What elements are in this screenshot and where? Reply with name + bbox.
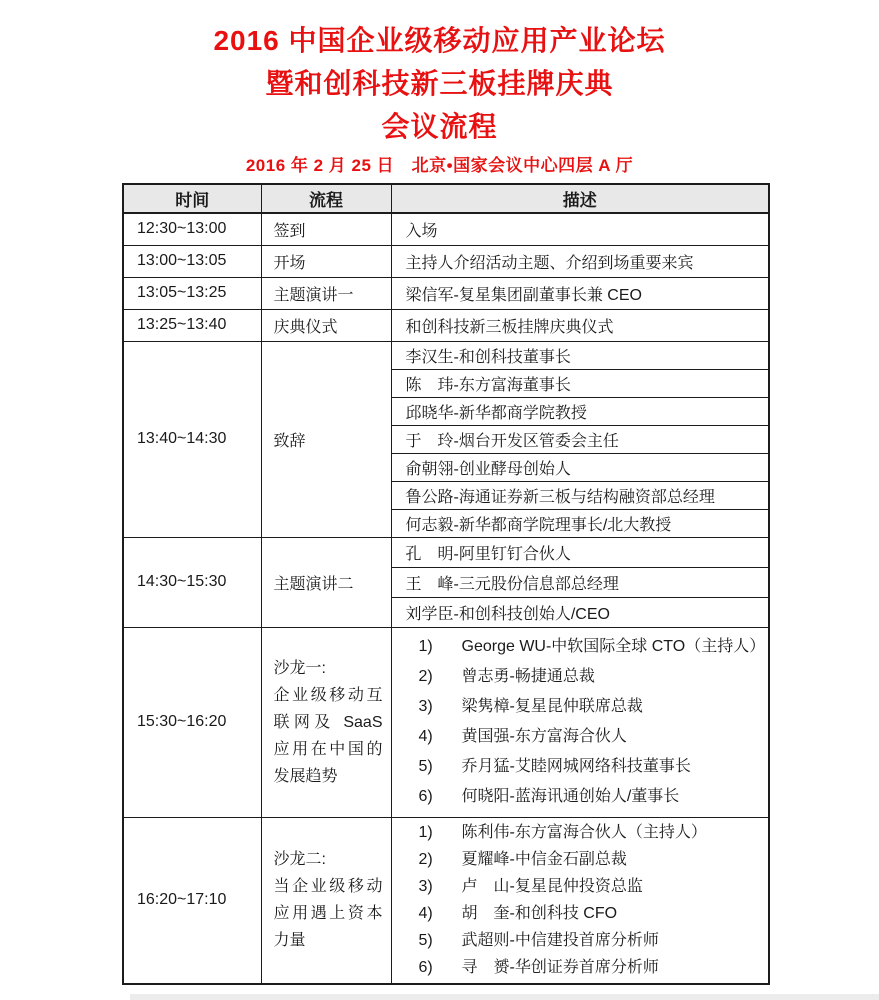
speaker-cell: 于 玲-烟台开发区管委会主任 xyxy=(391,425,769,453)
speaker-cell: 何志毅-新华都商学院理事长/北大教授 xyxy=(391,509,769,537)
process-cell xyxy=(261,817,391,984)
process-cell: 主题演讲二 xyxy=(261,537,391,627)
table-row xyxy=(123,817,769,984)
speaker-text: 曾志勇-畅捷通总裁 xyxy=(461,668,595,685)
speaker-text: 何晓阳-蓝海讯通创始人/董事长 xyxy=(461,788,680,805)
process-cell: 致辞 xyxy=(261,341,391,537)
time-cell: 15:30~16:20 xyxy=(123,627,261,817)
item-number: 5) xyxy=(418,758,433,775)
speaker-item xyxy=(419,873,761,900)
item-number: 3) xyxy=(418,878,433,896)
table-row xyxy=(123,245,769,277)
speaker-item xyxy=(419,752,761,782)
date-venue-line: 2016 年 2 月 25 日 北京•国家会议中心四层 A 厅 xyxy=(245,156,634,175)
page-bottom-edge xyxy=(130,994,879,1000)
process-cell xyxy=(261,627,391,817)
item-number: 2) xyxy=(418,851,433,869)
agenda-table xyxy=(122,183,770,985)
item-number: 4) xyxy=(418,728,433,745)
process-cell: 签到 xyxy=(261,213,391,245)
speaker-cell: 王 峰-三元股份信息部总经理 xyxy=(391,567,769,597)
salon-topic: 当企业级移动应用遇上资本力量 xyxy=(273,878,383,950)
title-line-3: 会议流程 xyxy=(381,111,498,142)
speaker-text: 寻 赟-华创证券首席分析师 xyxy=(461,959,659,977)
salon-topic: 企业级移动互联网及 SaaS 应用在中国的发展趋势 xyxy=(273,686,383,785)
description-cell: 梁信军-复星集团副董事长兼 CEO xyxy=(391,277,769,309)
speaker-item xyxy=(419,900,761,927)
speaker-text: George WU-中软国际全球 CTO（主持人） xyxy=(461,638,766,655)
speaker-list xyxy=(392,632,769,812)
title-block xyxy=(0,0,879,181)
time-cell: 12:30~13:00 xyxy=(123,213,261,245)
col-header-time: 时间 xyxy=(123,184,261,213)
table-row xyxy=(123,309,769,341)
speaker-cell: 李汉生-和创科技董事长 xyxy=(391,341,769,369)
salon-title: 沙龙一: xyxy=(273,659,326,677)
speaker-text: 夏耀峰-中信金石副总裁 xyxy=(461,851,627,869)
table-row xyxy=(123,627,769,817)
speaker-text: 胡 奎-和创科技 CFO xyxy=(461,905,618,923)
speaker-text: 梁隽樟-复星昆仲联席总裁 xyxy=(461,698,643,715)
time-cell: 14:30~15:30 xyxy=(123,537,261,627)
item-number: 1) xyxy=(418,638,433,655)
speaker-cell: 鲁公路-海通证券新三板与结构融资部总经理 xyxy=(391,481,769,509)
speaker-item xyxy=(419,722,761,752)
table-row xyxy=(123,213,769,245)
speaker-list-cell xyxy=(391,817,769,984)
col-header-description: 描述 xyxy=(391,184,769,213)
speaker-cell: 孔 明-阿里钉钉合伙人 xyxy=(391,537,769,567)
table-row xyxy=(123,537,769,567)
speaker-text: 陈利伟-东方富海合伙人（主持人） xyxy=(461,824,707,842)
process-cell: 主题演讲一 xyxy=(261,277,391,309)
item-number: 1) xyxy=(418,824,433,842)
speaker-item xyxy=(418,632,766,662)
col-header-process: 流程 xyxy=(261,184,391,213)
time-cell: 13:05~13:25 xyxy=(123,277,261,309)
speaker-item xyxy=(419,927,761,954)
speaker-item xyxy=(419,819,761,846)
time-cell: 13:40~14:30 xyxy=(123,341,261,537)
speaker-cell: 俞朝翎-创业酵母创始人 xyxy=(391,453,769,481)
item-number: 4) xyxy=(418,905,433,923)
speaker-text: 黄国强-东方富海合伙人 xyxy=(461,728,627,745)
speaker-text: 卢 山-复星昆仲投资总监 xyxy=(461,878,643,896)
process-cell: 庆典仪式 xyxy=(261,309,391,341)
item-number: 6) xyxy=(418,788,433,805)
speaker-item xyxy=(419,782,761,812)
speaker-cell: 陈 玮-东方富海董事长 xyxy=(391,369,769,397)
description-cell: 主持人介绍活动主题、介绍到场重要来宾 xyxy=(391,245,769,277)
time-cell: 13:25~13:40 xyxy=(123,309,261,341)
speaker-item xyxy=(419,954,761,981)
item-number: 2) xyxy=(418,668,433,685)
speaker-cell: 邱晓华-新华都商学院教授 xyxy=(391,397,769,425)
item-number: 6) xyxy=(418,959,433,977)
table-row xyxy=(123,341,769,369)
speaker-list-cell xyxy=(391,627,769,817)
time-cell: 13:00~13:05 xyxy=(123,245,261,277)
speaker-item xyxy=(419,846,761,873)
salon-title: 沙龙二: xyxy=(273,851,326,869)
table-row xyxy=(123,277,769,309)
speaker-cell: 刘学臣-和创科技创始人/CEO xyxy=(391,597,769,627)
title-line-1: 2016 中国企业级移动应用产业论坛 xyxy=(213,25,666,56)
title-line-2: 暨和创科技新三板挂牌庆典 xyxy=(265,68,614,99)
speaker-item xyxy=(419,692,761,722)
description-cell: 入场 xyxy=(391,213,769,245)
description-cell: 和创科技新三板挂牌庆典仪式 xyxy=(391,309,769,341)
time-cell: 16:20~17:10 xyxy=(123,817,261,984)
speaker-text: 乔月猛-艾睦网城网络科技董事长 xyxy=(461,758,691,775)
speaker-text: 武超则-中信建投首席分析师 xyxy=(461,932,659,950)
item-number: 5) xyxy=(418,932,433,950)
process-cell: 开场 xyxy=(261,245,391,277)
item-number: 3) xyxy=(418,698,433,715)
speaker-list xyxy=(392,819,769,981)
speaker-item xyxy=(419,662,761,692)
header-row xyxy=(123,184,769,213)
